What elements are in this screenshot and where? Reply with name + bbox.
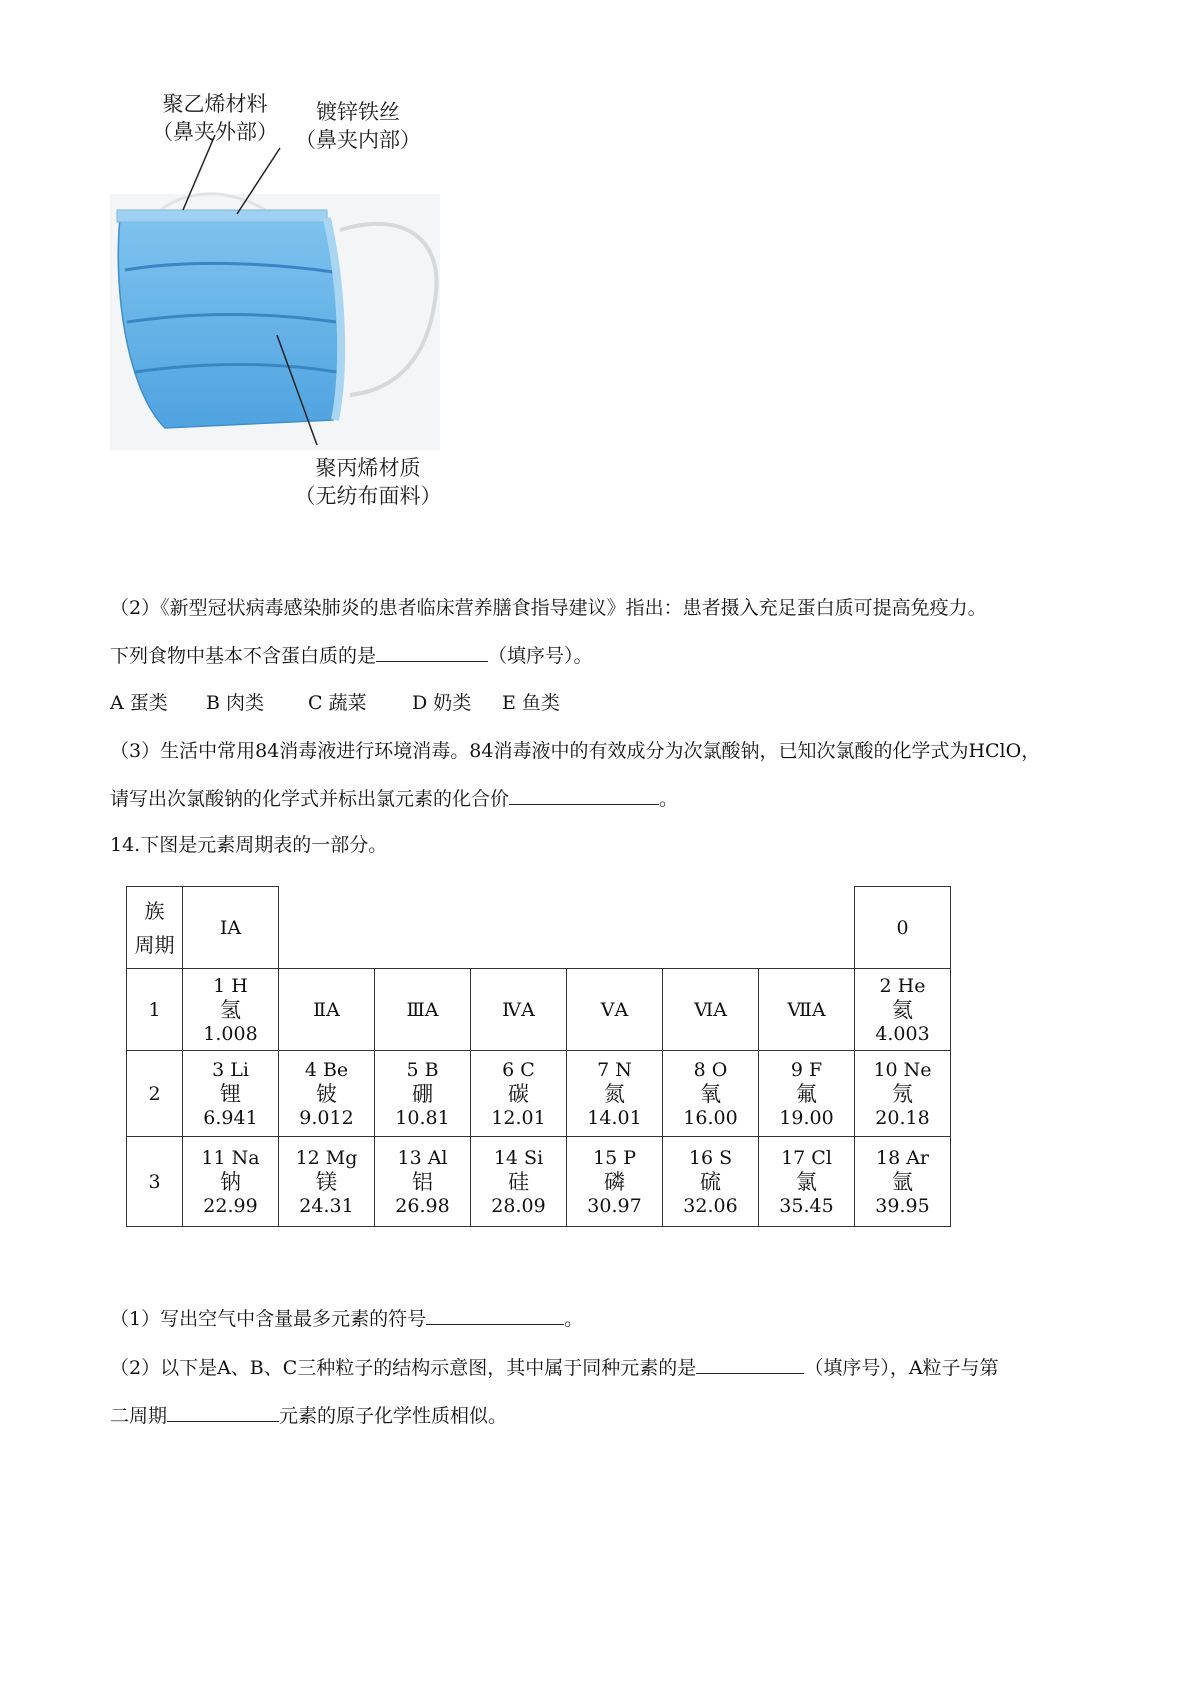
mask-label-polypropylene-line1: 聚丙烯材质: [315, 456, 421, 480]
element-Al-name: 铝: [412, 1169, 433, 1194]
element-Li: [183, 1051, 279, 1137]
element-Ar-symbol: 18 Ar: [875, 1146, 930, 1169]
q14-1-suffix: 。: [564, 1308, 584, 1330]
element-F-symbol: 9 F: [790, 1058, 823, 1081]
element-Si-mass: 28.09: [491, 1194, 546, 1217]
element-P-mass: 30.97: [587, 1194, 642, 1217]
element-Be-mass: 9.012: [299, 1106, 354, 1129]
element-S-mass: 32.06: [683, 1194, 738, 1217]
element-Be-name: 铍: [316, 1081, 337, 1106]
q13-3-line2: [110, 786, 678, 812]
element-B-mass: 10.81: [395, 1106, 450, 1129]
element-Ar-name: 氩: [892, 1169, 913, 1194]
mask-label-polypropylene-line2: （无纺布面料）: [294, 484, 442, 508]
q13-3-line1: （3）生活中常用84消毒液进行环境消毒。84消毒液中的有效成分为次氯酸钠，已知次氯酸的化学式为HClO，: [110, 740, 1041, 762]
element-N-name: 氮: [604, 1081, 625, 1106]
table-corner: [127, 887, 183, 969]
q13-3-prompt: 请写出次氯酸钠的化学式并标出氯元素的化合价: [110, 788, 510, 810]
element-He: [855, 969, 951, 1051]
element-Cl-mass: 35.45: [779, 1194, 834, 1217]
element-He-symbol: 2 He: [879, 974, 926, 997]
q14-2-line2-prefix: 二周期: [110, 1405, 168, 1427]
element-S-name: 硫: [700, 1169, 721, 1194]
element-Na-symbol: 11 Na: [201, 1146, 260, 1169]
q14-1-line: [110, 1306, 583, 1332]
element-Mg-name: 镁: [316, 1169, 337, 1194]
element-Li-symbol: 3 Li: [212, 1058, 249, 1081]
element-Na: [183, 1137, 279, 1227]
q14-2-answer-blank-1[interactable]: [696, 1355, 804, 1374]
option-c: C 蔬菜: [308, 692, 367, 714]
q13-2-prompt: 下列食物中基本不含蛋白质的是: [110, 645, 377, 667]
group-header-4a: ⅣA: [471, 969, 567, 1051]
q13-2-options: [110, 690, 560, 716]
element-Na-mass: 22.99: [203, 1194, 258, 1217]
element-Cl: [759, 1137, 855, 1227]
option-a: A 蛋类: [110, 692, 168, 714]
q13-3-suffix: 。: [659, 788, 679, 810]
element-N: [567, 1051, 663, 1137]
q13-3-answer-blank[interactable]: [509, 786, 659, 805]
q14-2-answer-blank-2[interactable]: [167, 1403, 279, 1422]
element-P: [567, 1137, 663, 1227]
q13-2-suffix: （填序号）。: [488, 645, 593, 667]
q14-2-mid: （填序号），A粒子与第: [804, 1357, 999, 1379]
element-B-symbol: 5 B: [406, 1058, 439, 1081]
element-Li-name: 锂: [220, 1081, 241, 1106]
element-C-symbol: 6 C: [502, 1058, 535, 1081]
mask-figure: [105, 90, 465, 530]
mask-label-polyethylene: [145, 90, 285, 146]
mask-label-polyethylene-line1: 聚乙烯材料: [162, 92, 268, 116]
mask-label-galvanized-wire-line1: 镀锌铁丝: [316, 100, 400, 124]
element-P-symbol: 15 P: [592, 1146, 636, 1169]
period-2: 2: [127, 1051, 183, 1137]
element-Be-symbol: 4 Be: [304, 1058, 349, 1081]
q14-2-line2: [110, 1403, 507, 1429]
element-Si-name: 硅: [508, 1169, 529, 1194]
element-O-name: 氧: [700, 1081, 721, 1106]
element-H: [183, 969, 279, 1051]
element-Cl-symbol: 17 Cl: [781, 1146, 832, 1169]
group-header-1a: ⅠA: [183, 887, 279, 969]
mask-label-polypropylene: [283, 454, 453, 510]
element-C: [471, 1051, 567, 1137]
group-header-7a: ⅦA: [759, 969, 855, 1051]
element-Ne-mass: 20.18: [875, 1106, 930, 1129]
period-3: 3: [127, 1137, 183, 1227]
element-Mg-symbol: 12 Mg: [295, 1146, 358, 1169]
q14-title: 14.下图是元素周期表的一部分。: [110, 834, 388, 856]
option-b: B 肉类: [206, 692, 265, 714]
q14-2-prompt: （2）以下是A、B、C三种粒子的结构示意图，其中属于同种元素的是: [110, 1357, 697, 1379]
element-C-mass: 12.01: [491, 1106, 546, 1129]
element-Be: [279, 1051, 375, 1137]
element-P-name: 磷: [604, 1169, 625, 1194]
q14-1-answer-blank[interactable]: [426, 1306, 564, 1325]
element-Si-symbol: 14 Si: [493, 1146, 544, 1169]
element-O-symbol: 8 O: [693, 1058, 728, 1081]
q14-1-prompt: （1）写出空气中含量最多元素的符号: [110, 1308, 427, 1330]
element-N-symbol: 7 N: [597, 1058, 632, 1081]
element-Ar-mass: 39.95: [875, 1194, 930, 1217]
element-N-mass: 14.01: [587, 1106, 642, 1129]
option-d: D 奶类: [412, 692, 472, 714]
element-B: [375, 1051, 471, 1137]
element-F-name: 氟: [796, 1081, 817, 1106]
q13-2-answer-blank[interactable]: [376, 643, 488, 662]
element-Ne-name: 氖: [892, 1081, 913, 1106]
option-e: E 鱼类: [502, 692, 560, 714]
element-C-name: 碳: [508, 1081, 529, 1106]
element-Li-mass: 6.941: [203, 1106, 258, 1129]
element-O-mass: 16.00: [683, 1106, 738, 1129]
element-F-mass: 19.00: [779, 1106, 834, 1129]
element-Ne-symbol: 10 Ne: [873, 1058, 932, 1081]
element-Ar: [855, 1137, 951, 1227]
element-Mg: [279, 1137, 375, 1227]
group-header-2a: ⅡA: [279, 969, 375, 1051]
element-Al: [375, 1137, 471, 1227]
q14-2-line1: [110, 1355, 999, 1381]
element-B-name: 硼: [412, 1081, 433, 1106]
element-H-name: 氢: [220, 997, 241, 1022]
element-Al-symbol: 13 Al: [397, 1146, 448, 1169]
element-Na-name: 钠: [220, 1169, 241, 1194]
periodic-table: [126, 886, 951, 1227]
element-Mg-mass: 24.31: [299, 1194, 354, 1217]
q14-2-line2-suffix: 元素的原子化学性质相似。: [279, 1405, 508, 1427]
q13-2-line1: （2）《新型冠状病毒感染肺炎的患者临床营养膳食指导建议》指出：患者摄入充足蛋白质可提高免疫力。: [110, 597, 987, 619]
group-header-3a: ⅢA: [375, 969, 471, 1051]
element-S: [663, 1137, 759, 1227]
period-1: 1: [127, 969, 183, 1051]
corner-group-label: 族: [144, 898, 165, 923]
group-header-6a: ⅥA: [663, 969, 759, 1051]
group-header-0: 0: [855, 887, 951, 969]
element-Al-mass: 26.98: [395, 1194, 450, 1217]
element-He-mass: 4.003: [875, 1022, 930, 1045]
mask-label-galvanized-wire-line2: （鼻夹内部）: [295, 128, 421, 152]
element-Cl-name: 氯: [796, 1169, 817, 1194]
element-He-name: 氦: [892, 997, 913, 1022]
element-Ne: [855, 1051, 951, 1137]
element-H-symbol: 1 H: [213, 974, 248, 997]
element-Si: [471, 1137, 567, 1227]
mask-label-polyethylene-line2: （鼻夹外部）: [152, 120, 278, 144]
element-O: [663, 1051, 759, 1137]
q13-2-line2: [110, 643, 593, 669]
element-H-mass: 1.008: [203, 1022, 258, 1045]
element-S-symbol: 16 S: [688, 1146, 733, 1169]
element-F: [759, 1051, 855, 1137]
group-header-5a: ⅤA: [567, 969, 663, 1051]
corner-period-label: 周期: [134, 932, 175, 957]
mask-label-galvanized-wire: [293, 98, 423, 154]
